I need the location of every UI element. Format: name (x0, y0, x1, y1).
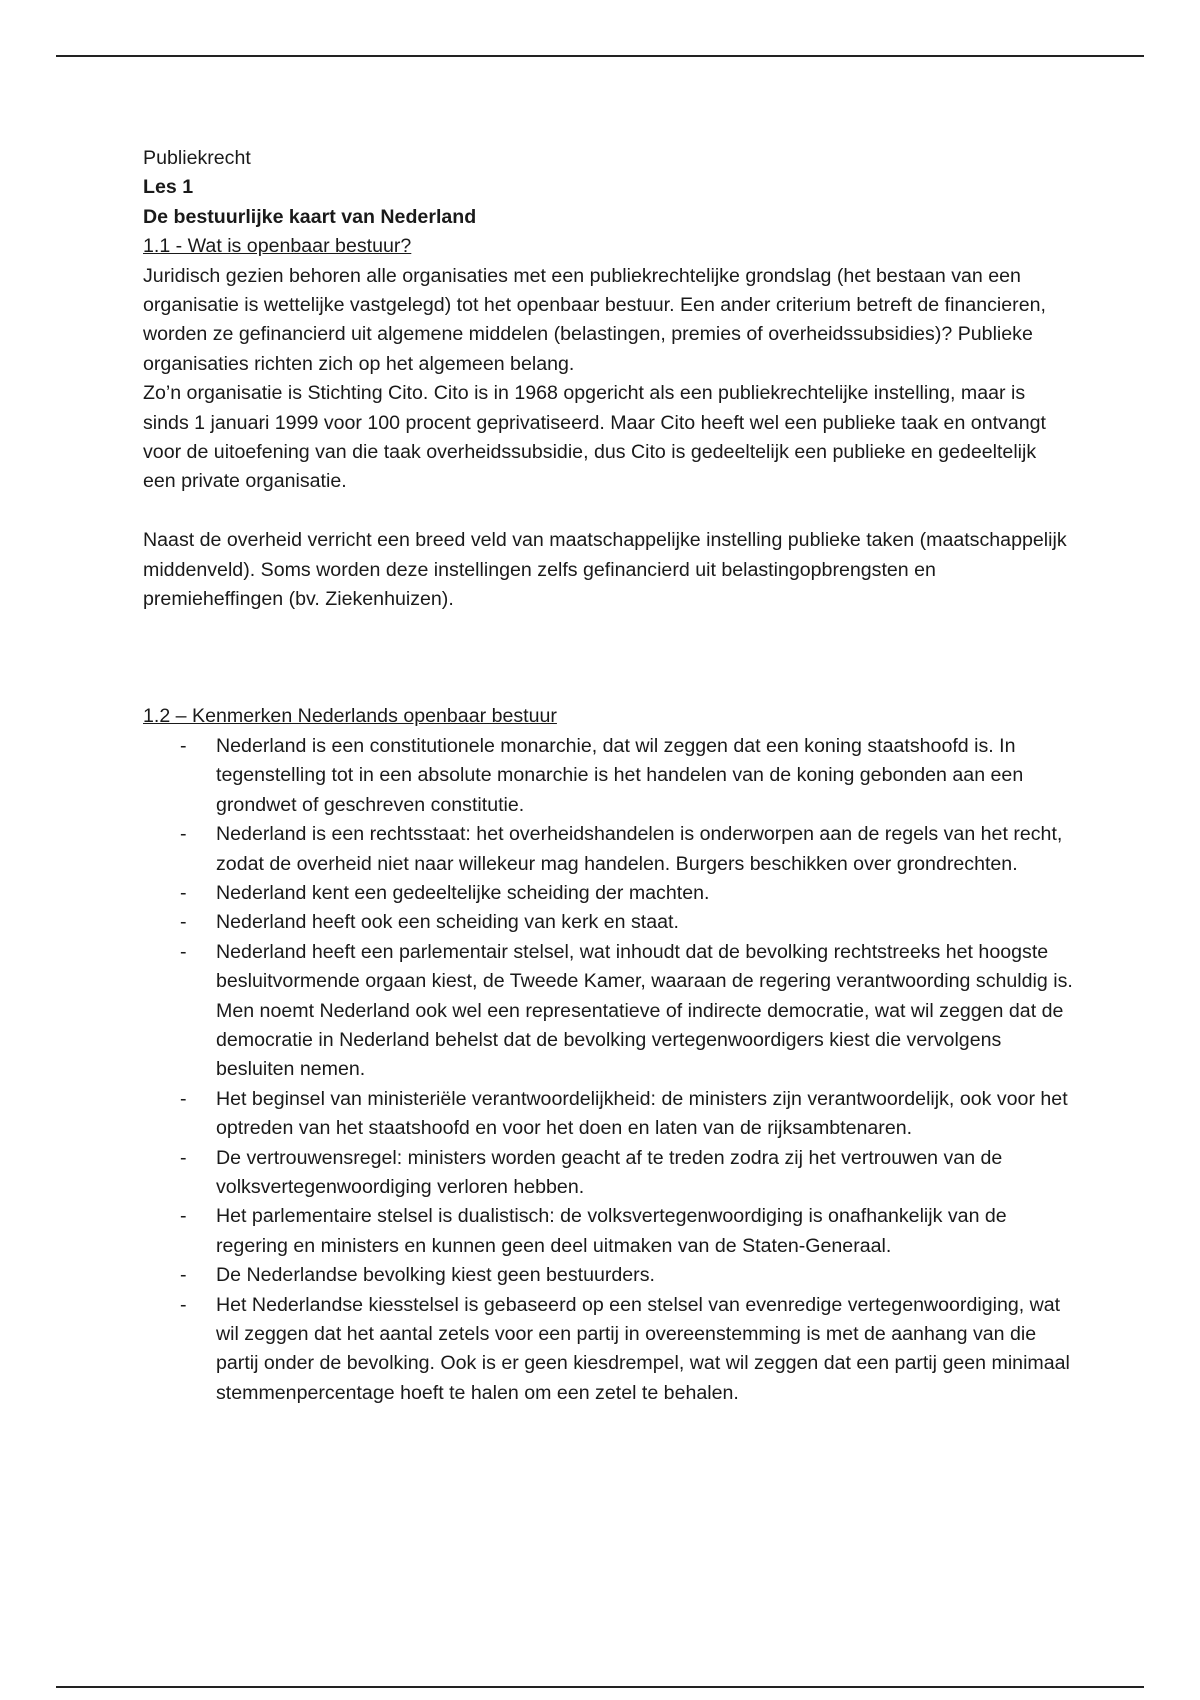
list-item-text: De Nederlandse bevolking kiest geen bestuurders. (216, 1264, 655, 1287)
list-item-text: Nederland is een constitutionele monarchie, dat wil zeggen dat een koning staatshoofd is. In tegenstelling tot in een absolute monarchie is het handelen van de koning gebonden aan een grondwet of geschreven constitutie. (216, 734, 1024, 816)
list-item (143, 1144, 1073, 1203)
course-title: Publiekrecht (143, 147, 251, 169)
list-item (143, 732, 1073, 820)
spacer (143, 497, 1073, 526)
list-item (143, 908, 1073, 937)
list-item (143, 1291, 1073, 1409)
bullet-dash: - (180, 1293, 187, 1316)
bullet-dash: - (180, 1146, 187, 1169)
list-item (143, 1202, 1073, 1261)
list-item-text: Nederland heeft ook een scheiding van kerk en staat. (216, 911, 679, 934)
list-item (143, 820, 1073, 879)
list-item-text: Het Nederlandse kiesstelsel is gebaseerd op een stelsel van evenredige vertegenwoordiging, wat wil zeggen dat het aantal zetels voor een partij in overeenstemming is met de aanhang van die partij onder de bevolking. Ook is er geen kiesdrempel, wat wil zeggen dat een partij geen minimaal stemmenpercentage hoeft te halen om een zetel te behalen. (216, 1293, 1070, 1404)
paragraph-cito: Zo’n organisatie is Stichting Cito. Cito is in 1968 opgericht als een publiekrechtelijke instelling, maar is sinds 1 januari 1999 voor 100 procent geprivatiseerd. Maar Cito heeft wel een publieke taak en ontvangt voor de uitoefening van die taak overheidssubsidie, dus Cito is gedeeltelijk een publieke en gedeeltelijk een private organisatie. (143, 382, 1046, 493)
section-heading-1-1: 1.1 - Wat is openbaar bestuur? (143, 235, 412, 258)
header-rule (56, 55, 1144, 57)
list-item-text: De vertrouwensregel: ministers worden geacht af te treden zodra zij het vertrouwen van de volksvertegenwoordiging verloren hebben. (216, 1146, 1003, 1198)
list-item (143, 1261, 1073, 1290)
list-item (143, 938, 1073, 1085)
list-item-text: Nederland heeft een parlementair stelsel, wat inhoudt dat de bevolking rechtstreeks het hoogste besluitvormende orgaan kiest, de Tweede Kamer, waaraan de regering verantwoording schuldig is. Men noemt Nederland ook wel een representatieve of indirecte democratie, wat wil zeggen dat de democratie in Nederland behelst dat de bevolking vertegenwoordigers kiest die vervolgens besluiten nemen. (216, 940, 1073, 1081)
bullet-dash: - (180, 1264, 187, 1287)
section-heading-1-2: 1.2 – Kenmerken Nederlands openbaar bestuur (143, 705, 557, 728)
footer-rule (56, 1686, 1144, 1688)
bullet-dash: - (180, 911, 187, 934)
document-body (143, 144, 1073, 1408)
chapter-title: De bestuurlijke kaart van Nederland (143, 205, 477, 228)
bullet-dash: - (180, 734, 187, 757)
bullet-dash: - (180, 1087, 187, 1110)
paragraph-definition: Juridisch gezien behoren alle organisaties met een publiekrechtelijke grondslag (het bestaan van een organisatie is wettelijke vastgelegd) tot het openbaar bestuur. Een ander criterium betreft de financieren, worden ze gefinancierd uit algemene middelen (belastingen, premies of overheidssubsidies)? Publieke organisaties richten zich op het algemeen belang. (143, 264, 1046, 375)
lesson-title: Les 1 (143, 176, 194, 199)
characteristics-list (143, 732, 1073, 1408)
spacer (143, 614, 1073, 702)
paragraph-middenveld: Naast de overheid verricht een breed veld van maatschappelijke instelling publieke taken (maatschappelijk middenveld). Soms worden deze instellingen zelfs gefinancierd uit belastingopbrengsten en premieheffingen (bv. Ziekenhuizen). (143, 529, 1067, 611)
list-item-text: Nederland kent een gedeeltelijke scheiding der machten. (216, 881, 710, 904)
bullet-dash: - (180, 823, 187, 846)
bullet-dash: - (180, 1205, 187, 1228)
bullet-dash: - (180, 881, 187, 904)
list-item-text: Het beginsel van ministeriële verantwoordelijkheid: de ministers zijn verantwoordelijk, ook voor het optreden van het staatshoofd en voor het doen en laten van de rijksambtenaren. (216, 1087, 1068, 1140)
bullet-dash: - (180, 940, 187, 963)
list-item-text: Nederland is een rechtsstaat: het overheidshandelen is onderworpen aan de regels van het recht, zodat de overheid niet naar willekeur mag handelen. Burgers beschikken over grondrechten. (216, 823, 1063, 875)
list-item (143, 1085, 1073, 1144)
list-item (143, 879, 1073, 908)
list-item-text: Het parlementaire stelsel is dualistisch: de volksvertegenwoordiging is onafhankelijk van de regering en ministers en kunnen geen deel uitmaken van de Staten-Generaal. (216, 1205, 1007, 1257)
